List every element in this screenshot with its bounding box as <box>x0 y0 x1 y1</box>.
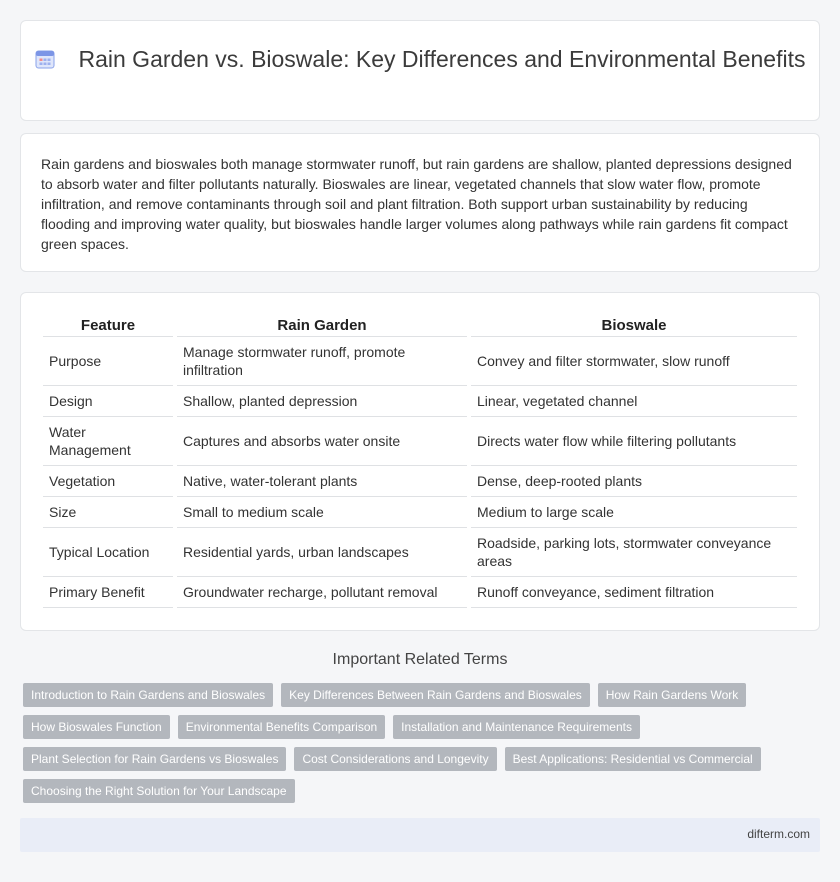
table-cell: Vegetation <box>43 466 173 497</box>
table-cell: Primary Benefit <box>43 577 173 608</box>
table-header-rain-garden: Rain Garden <box>177 311 467 337</box>
footer-site-name: difterm.com <box>747 827 810 841</box>
related-term-link[interactable]: How Rain Gardens Work <box>598 683 747 707</box>
intro-paragraph: Rain gardens and bioswales both manage stormwater runoff, but rain gardens are shallow, planted depressions designed to absorb water and filter pollutants naturally. Bioswales are linear, vegetated channels that slow water flow, promote infiltration, and remove contaminants through soil and plant filtration. Both support urban sustainability by reducing flooding and improving water quality, but bioswales handle larger volumes along pathways while rain gardens fit compact green spaces. <box>41 156 792 252</box>
table-cell: Linear, vegetated channel <box>471 386 797 417</box>
table-cell: Purpose <box>43 337 173 386</box>
table-cell: Directs water flow while filtering pollutants <box>471 417 797 466</box>
table-row <box>43 337 797 386</box>
header-card <box>20 20 820 121</box>
table-cell: Runoff conveyance, sediment filtration <box>471 577 797 608</box>
table-cell: Water Management <box>43 417 173 466</box>
table-row <box>43 417 797 466</box>
related-term-link[interactable]: Plant Selection for Rain Gardens vs Bioswales <box>23 747 286 771</box>
intro-card <box>20 133 820 272</box>
related-term-link[interactable]: Key Differences Between Rain Gardens and Bioswales <box>281 683 590 707</box>
related-term-link[interactable]: Environmental Benefits Comparison <box>178 715 385 739</box>
comparison-table <box>39 311 801 608</box>
table-row <box>43 466 797 497</box>
table-row <box>43 528 797 577</box>
related-term-link[interactable]: Installation and Maintenance Requirements <box>393 715 640 739</box>
table-cell: Manage stormwater runoff, promote infiltration <box>177 337 467 386</box>
comparison-table-card <box>20 292 820 631</box>
table-cell: Residential yards, urban landscapes <box>177 528 467 577</box>
footer <box>20 818 820 852</box>
related-term-link[interactable]: Introduction to Rain Gardens and Bioswales <box>23 683 273 707</box>
table-row <box>43 577 797 608</box>
related-term-link[interactable]: How Bioswales Function <box>23 715 170 739</box>
table-header-feature: Feature <box>43 311 173 337</box>
table-cell: Medium to large scale <box>471 497 797 528</box>
table-cell: Typical Location <box>43 528 173 577</box>
table-cell: Shallow, planted depression <box>177 386 467 417</box>
table-header-bioswale: Bioswale <box>471 311 797 337</box>
related-term-link[interactable]: Choosing the Right Solution for Your Landscape <box>23 779 295 803</box>
table-cell: Roadside, parking lots, stormwater conveyance areas <box>471 528 797 577</box>
related-term-link[interactable]: Cost Considerations and Longevity <box>294 747 496 771</box>
table-row <box>43 386 797 417</box>
table-row <box>43 497 797 528</box>
calendar-icon <box>34 48 56 70</box>
page-title: Rain Garden vs. Bioswale: Key Differences and Environmental Benefits <box>78 46 806 72</box>
related-terms-tags <box>23 683 823 811</box>
table-cell: Small to medium scale <box>177 497 467 528</box>
table-cell: Dense, deep-rooted plants <box>471 466 797 497</box>
table-cell: Groundwater recharge, pollutant removal <box>177 577 467 608</box>
table-cell: Captures and absorbs water onsite <box>177 417 467 466</box>
related-terms-title: Important Related Terms <box>332 651 508 668</box>
table-cell: Design <box>43 386 173 417</box>
table-cell: Native, water-tolerant plants <box>177 466 467 497</box>
table-cell: Convey and filter stormwater, slow runoff <box>471 337 797 386</box>
table-cell: Size <box>43 497 173 528</box>
related-term-link[interactable]: Best Applications: Residential vs Commercial <box>505 747 761 771</box>
